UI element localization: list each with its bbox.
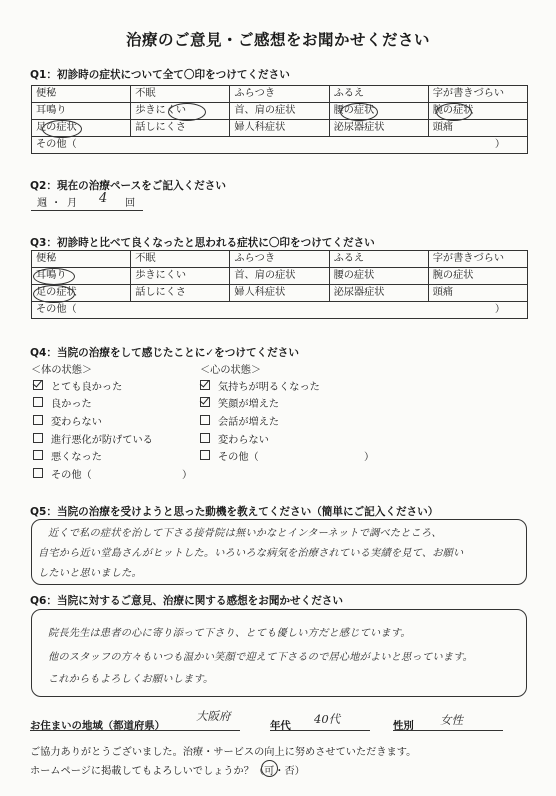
checkbox[interactable] xyxy=(33,433,43,443)
q4-mind-option[interactable] xyxy=(200,431,269,446)
q1-other-close: ） xyxy=(494,139,505,150)
hand-circle-mark xyxy=(42,120,82,138)
q3-cell: 歩きにくい xyxy=(131,268,230,285)
q4-body-header: ＜体の状態＞ xyxy=(31,365,93,376)
q1-cell: ふらつき xyxy=(230,86,329,103)
permission-line xyxy=(30,762,305,777)
q3-cell: 首、肩の症状 xyxy=(230,268,329,285)
checkbox[interactable] xyxy=(200,433,210,443)
q1-cell: 婦人科症状 xyxy=(230,120,329,137)
table-row xyxy=(32,120,528,137)
q6-answer-line: 院長先生は患者の心に寄り添って下さり、とても優しい方だと感じています。 xyxy=(48,628,411,639)
q1-cell: 腰の症状 xyxy=(329,103,428,120)
permission-yes-label: 可 xyxy=(264,766,275,777)
q2-answer: 4 xyxy=(99,191,108,206)
q2-dot: ・ xyxy=(51,198,62,209)
q3-cell: 腰の症状 xyxy=(329,268,428,285)
q3-cell: 腕の症状 xyxy=(428,268,527,285)
checkbox[interactable] xyxy=(33,415,43,425)
q3-cell: ふるえ xyxy=(329,251,428,268)
option-label: その他（ xyxy=(218,452,259,463)
hand-circle-mark xyxy=(261,760,278,777)
q1-cell: 足の症状 xyxy=(32,120,131,137)
q1-cell: 歩きにくい xyxy=(131,103,230,120)
option-label: 良かった xyxy=(51,399,92,410)
q6-answer-line: 他のスタッフの方々もいつも温かい笑顔で迎えて下さるので居心地がよいと思っています。 xyxy=(48,652,474,663)
q3-cell: ふらつき xyxy=(230,251,329,268)
option-label: 変わらない xyxy=(218,435,269,446)
table-row xyxy=(32,285,528,302)
q4-body-option[interactable] xyxy=(33,466,92,481)
q1-cell: 頭痛 xyxy=(428,120,527,137)
q2-frequency-field xyxy=(31,191,143,211)
form-title: 治療のご意見・ご感想をお聞かせください xyxy=(125,31,430,49)
q3-other-cell xyxy=(32,302,528,319)
q5-answer-line: 近くで私の症状を治して下さる接骨院は無いかなとインターネットで調べたところ、 xyxy=(48,528,442,539)
table-row xyxy=(32,137,528,154)
q4-body-option[interactable] xyxy=(33,395,92,410)
age-underline xyxy=(270,730,370,731)
q1-other-label: その他（ xyxy=(36,139,77,150)
q4-question: Q4：当院の治療をして感じたことに✓をつけてください xyxy=(30,347,299,359)
q1-cell: ふるえ xyxy=(329,86,428,103)
q3-cell: 婦人科症状 xyxy=(230,285,329,302)
q1-cell: 耳鳴り xyxy=(32,103,131,120)
permission-no[interactable]: 否 xyxy=(284,766,295,777)
q1-cell: 便秘 xyxy=(32,86,131,103)
q1-cell: 首、肩の症状 xyxy=(230,103,329,120)
permission-close: ） xyxy=(294,766,305,777)
q5-answer-line: 自宅から近い堂島さんがヒットした。いろいろな病気を治療されている実績を見て、お願い xyxy=(38,548,464,559)
q6-question: Q6：当院に対するご意見、治療に関する感想をお聞かせください xyxy=(30,595,343,607)
q5-answer-line: したいと思いました。 xyxy=(38,568,142,579)
q1-cell: 腕の症状 xyxy=(428,103,527,120)
hand-circle-mark xyxy=(436,103,472,121)
checkbox[interactable] xyxy=(200,450,210,460)
q4-mind-option[interactable] xyxy=(200,395,279,410)
table-row xyxy=(32,302,528,319)
q5-question: Q5：当院の治療を受けようと思った動機を教えてください（簡単にご記入ください） xyxy=(30,506,439,518)
hand-circle-mark xyxy=(33,285,75,303)
checkbox[interactable] xyxy=(33,450,43,460)
permission-yes[interactable] xyxy=(264,762,274,777)
gender-label: 性別 xyxy=(393,720,414,732)
q3-cell: 泌尿器症状 xyxy=(329,285,428,302)
table-row xyxy=(32,86,528,103)
region-label: お住まいの地域（都道府県） xyxy=(30,720,166,732)
q4-mind-option[interactable] xyxy=(200,413,279,428)
hand-circle-mark xyxy=(340,103,378,121)
q2-times-label: 回 xyxy=(125,198,136,209)
q1-question: Q1：初診時の症状について全て〇印をつけてください xyxy=(30,69,290,81)
q3-symptom-table xyxy=(31,250,528,319)
q1-cell: 不眠 xyxy=(131,86,230,103)
q4-mind-header: ＜心の状態＞ xyxy=(200,365,262,376)
q4-mind-option[interactable] xyxy=(200,378,320,393)
region-value: 大阪府 xyxy=(196,709,231,723)
q1-cell: 字が書きづらい xyxy=(428,86,527,103)
checkbox[interactable] xyxy=(200,397,210,407)
option-label: 進行悪化が防げている xyxy=(51,435,153,446)
q2-week-label: 週 xyxy=(37,198,48,209)
q3-question: Q3：初診時と比べて良くなったと思われる症状に〇印をつけてください xyxy=(30,237,375,249)
thanks-text: ご協力ありがとうございました。治療・サービスの向上に努めさせていただきます。 xyxy=(30,747,417,758)
q3-cell: 便秘 xyxy=(32,251,131,268)
q3-other-close: ） xyxy=(494,304,505,315)
hand-circle-mark xyxy=(168,103,206,121)
table-row xyxy=(32,268,528,285)
permission-sep: ・ xyxy=(274,766,285,777)
table-row xyxy=(32,251,528,268)
q3-cell: 耳鳴り xyxy=(32,268,131,285)
option-label: とても良かった xyxy=(51,382,123,393)
age-label: 年代 xyxy=(270,720,291,732)
q1-cell: 泌尿器症状 xyxy=(329,120,428,137)
option-label: 笑顔が増えた xyxy=(218,399,280,410)
checkbox[interactable] xyxy=(33,468,43,478)
q3-other-label: その他（ xyxy=(36,304,77,315)
gender-value: 女性 xyxy=(440,713,463,727)
q4-mind-other-close: ） xyxy=(364,452,375,463)
q3-cell: 話しにくさ xyxy=(131,285,230,302)
q2-month-label: 月 xyxy=(67,198,78,209)
q2-question: Q2：現在の治療ペースをご記入ください xyxy=(30,180,226,192)
gender-underline xyxy=(393,730,503,731)
q3-cell: 字が書きづらい xyxy=(428,251,527,268)
q4-body-option[interactable] xyxy=(33,413,102,428)
q6-answer-line: これからもよろしくお願いします。 xyxy=(48,674,214,685)
q1-cell: 話しにくさ xyxy=(131,120,230,137)
checkbox[interactable] xyxy=(200,415,210,425)
checkbox[interactable] xyxy=(200,380,210,390)
q3-cell: 不眠 xyxy=(131,251,230,268)
permission-question: ホームページに掲載してもよろしいでしょうか？（ xyxy=(30,766,265,777)
region-underline xyxy=(30,730,240,731)
q4-body-option[interactable] xyxy=(33,378,122,393)
option-label: 変わらない xyxy=(51,417,102,428)
option-label: 気持ちが明るくなった xyxy=(218,382,320,393)
age-value: 40代 xyxy=(314,712,341,726)
q1-other-cell xyxy=(32,137,528,154)
q3-cell: 足の症状 xyxy=(32,285,131,302)
option-label: 悪くなった xyxy=(51,452,102,463)
q4-body-option[interactable] xyxy=(33,448,102,463)
checkbox[interactable] xyxy=(33,380,43,390)
option-label: 会話が増えた xyxy=(218,417,280,428)
q4-body-option[interactable] xyxy=(33,431,153,446)
checkbox[interactable] xyxy=(33,397,43,407)
option-label: その他（ xyxy=(51,470,92,481)
q4-body-other-close: ） xyxy=(182,470,193,481)
hand-circle-mark xyxy=(33,268,75,285)
q3-cell: 頭痛 xyxy=(428,285,527,302)
q4-mind-option[interactable] xyxy=(200,448,259,463)
